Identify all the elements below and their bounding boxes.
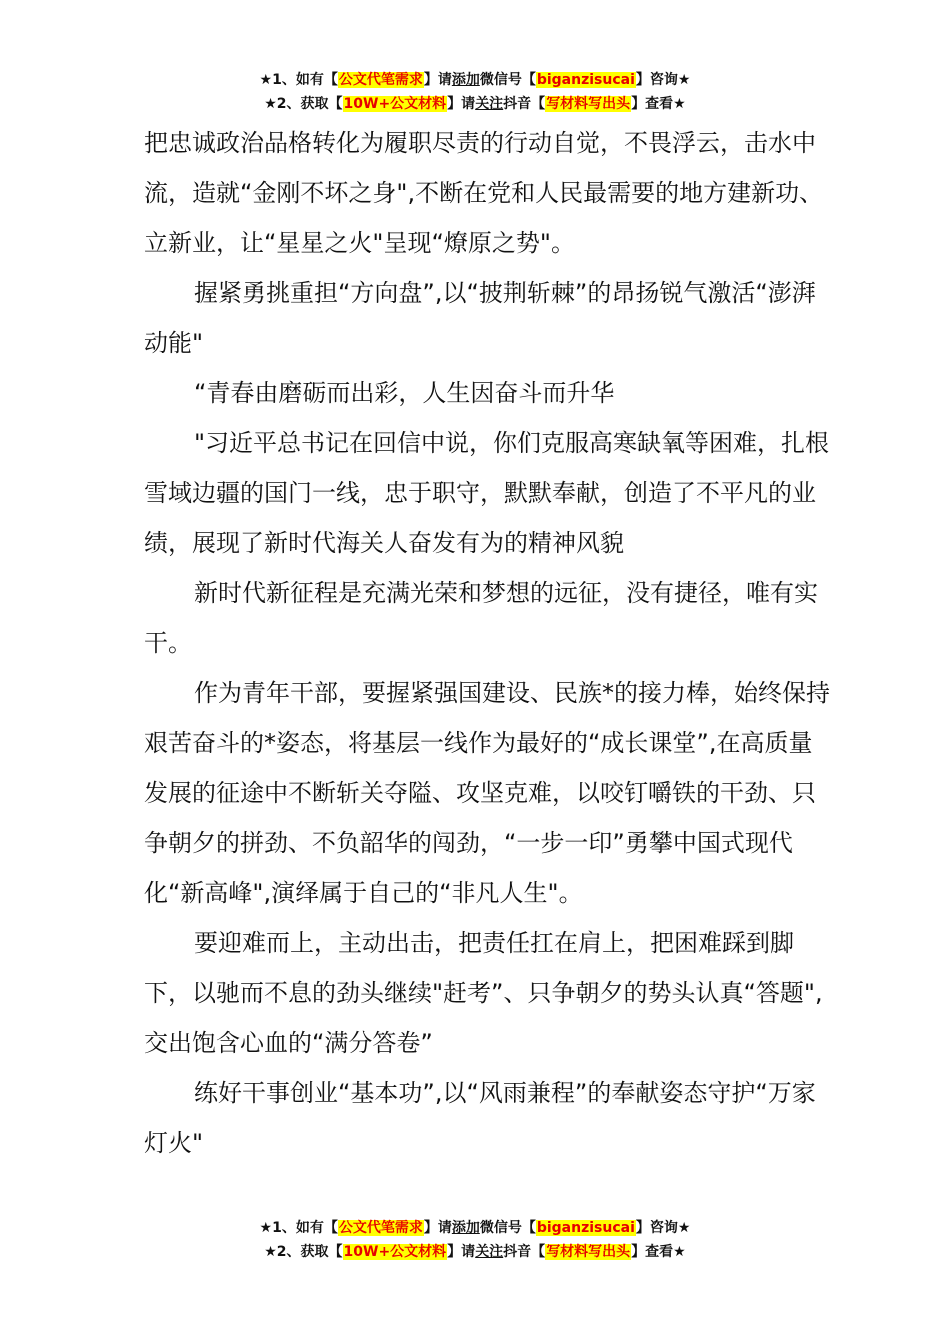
underlined-text: 添加 — [451, 1220, 480, 1236]
banner-line-2 — [0, 92, 950, 116]
highlight-service: 公文代笔需求 — [338, 72, 423, 88]
highlight-service: 公文代笔需求 — [338, 1220, 423, 1236]
banner-text: ★2、获取【 — [264, 1244, 343, 1260]
highlight-douyin-account: 写材料写出头 — [546, 96, 631, 112]
banner-text: ★2、获取【 — [264, 96, 343, 112]
underlined-text: 关注 — [475, 96, 504, 112]
highlight-wechat-id: biganzisucai — [536, 1220, 635, 1236]
highlight-materials: 10W+公文材料 — [343, 1244, 447, 1260]
banner-line-2 — [0, 1240, 950, 1264]
banner-text: ★1、如有【 — [259, 72, 338, 88]
banner-text: 】咨询★ — [635, 72, 691, 88]
paragraph-1: 把忠诚政治品格转化为履职尽责的行动自觉，不畏浮云，击水中流，造就“金刚不坏之身",不断在党和人民最需要的地方建新功、立新业，让“星星之火"呈现“燎原之势"。 — [144, 129, 824, 257]
banner-line-1 — [0, 1216, 950, 1240]
paragraph-6: 作为青年干部，要握紧强国建设、民族*的接力棒，始终保持艰苦奋斗的*姿态，将基层一线作为最好的“成长课堂”,在高质量发展的征途中不断斩关夺隘、攻坚克难，以咬钉嚼铁的干劲、只争朝夕的拼劲、不负韶华的闯劲，“一步一印”勇攀中国式现代化“新高峰",演绎属于自己的“非凡人生"。 — [144, 679, 830, 907]
banner-text: 抖音【 — [503, 96, 546, 112]
banner-text: 】请 — [447, 1244, 476, 1260]
highlight-douyin-account: 写材料写出头 — [546, 1244, 631, 1260]
paragraph-3: “青春由磨砺而出彩，人生因奋斗而升华 — [194, 379, 615, 407]
banner-text: 】查看★ — [631, 96, 686, 112]
document-body — [144, 118, 834, 1168]
underlined-text: 添加 — [451, 72, 480, 88]
paragraph-8: 练好干事创业“基本功”,以“风雨兼程”的奉献姿态守护“万家灯火" — [144, 1079, 816, 1157]
banner-text: 抖音【 — [503, 1244, 546, 1260]
banner-text: 】请 — [423, 1220, 452, 1236]
banner-line-1 — [0, 68, 950, 92]
bottom-banner — [0, 1216, 950, 1264]
highlight-materials: 10W+公文材料 — [343, 96, 447, 112]
highlight-wechat-id: biganzisucai — [536, 72, 635, 88]
banner-text: 】查看★ — [631, 1244, 686, 1260]
paragraph-5: 新时代新征程是充满光荣和梦想的远征，没有捷径，唯有实干。 — [144, 579, 818, 657]
top-banner — [0, 68, 950, 116]
banner-text: 微信号【 — [479, 72, 536, 88]
paragraph-7: 要迎难而上，主动出击，把责任扛在肩上，把困难踩到脚下，以驰而不息的劲头继续"赶考”、只争朝夕的势头认真“答题",交出饱含心血的“满分答卷” — [144, 929, 823, 1057]
paragraph-4: "习近平总书记在回信中说，你们克服高寒缺氧等困难，扎根雪域边疆的国门一线，忠于职守，默默奉献，创造了不平凡的业绩，展现了新时代海关人奋发有为的精神风貌 — [144, 429, 830, 557]
banner-text: 】请 — [423, 72, 452, 88]
banner-text: 】请 — [447, 96, 476, 112]
banner-text: ★1、如有【 — [259, 1220, 338, 1236]
banner-text: 】咨询★ — [635, 1220, 691, 1236]
underlined-text: 关注 — [475, 1244, 504, 1260]
paragraph-2: 握紧勇挑重担“方向盘”,以“披荆斩棘”的昂扬锐气激活“澎湃动能" — [144, 279, 816, 357]
banner-text: 微信号【 — [479, 1220, 536, 1236]
